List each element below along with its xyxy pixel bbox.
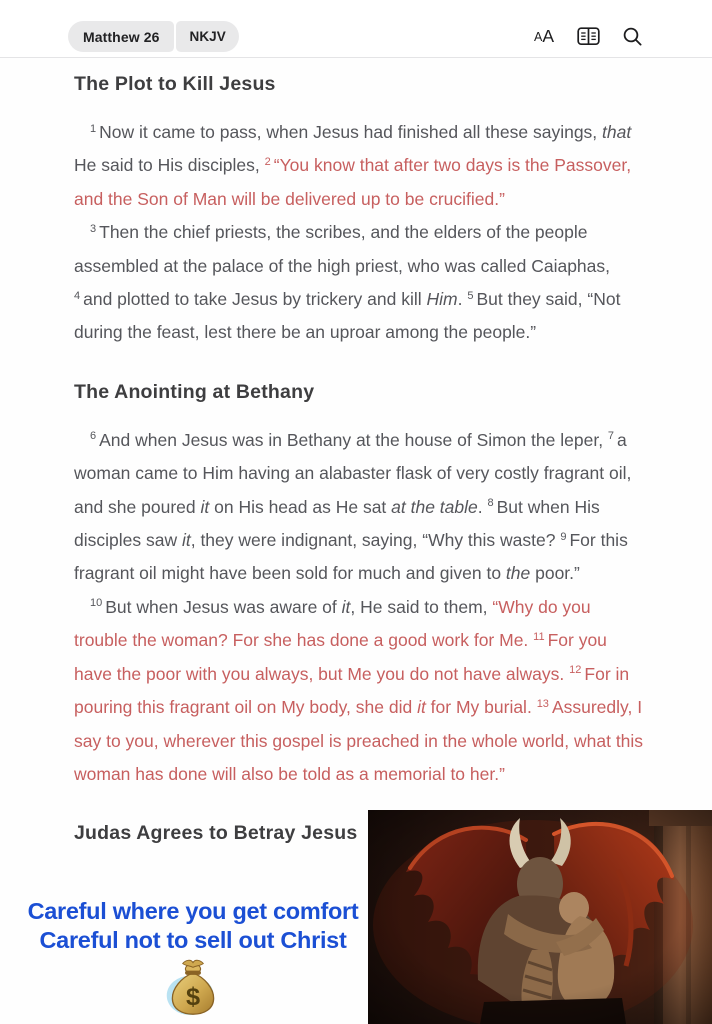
section-heading: Judas Agrees to Betray Jesus: [74, 822, 358, 845]
meme-caption: [2, 897, 384, 1022]
verse-number: 8: [487, 497, 494, 510]
verse-number: 7: [607, 430, 615, 443]
text-size-icon: A: [533, 29, 543, 44]
verse-text: For this fragrant oil might have been sold for much and given to: [74, 530, 628, 584]
svg-text:$: $: [185, 982, 201, 1011]
verse-number: 11: [533, 630, 545, 643]
scripture-blocks: [74, 71, 648, 846]
verse-text: But when Jesus was aware of: [105, 596, 342, 617]
section-heading: The Plot to Kill Jesus: [74, 73, 276, 95]
verse-text: the: [505, 563, 531, 584]
verse-text: And when Jesus was in Bethany at the house of Simon the leper,: [99, 429, 608, 450]
book-chapter-button[interactable]: Matthew 26: [68, 21, 174, 52]
demon-statue-image: [368, 810, 712, 1024]
section-heading: The Anointing at Bethany: [74, 380, 315, 403]
verse-paragraph[interactable]: [74, 116, 648, 216]
top-bar: [0, 0, 712, 58]
verse-text: on His head as He sat: [209, 496, 392, 517]
meme-caption-line-2: Careful not to sell out Christ: [39, 926, 347, 953]
chapter-content: [74, 58, 648, 865]
verse-text: it: [181, 530, 191, 551]
verse-number: 12: [569, 664, 582, 677]
verse-paragraph[interactable]: [74, 216, 648, 350]
verse-number: 13: [536, 697, 549, 710]
verse-number: 4: [74, 289, 81, 302]
verse-text: it: [200, 496, 210, 517]
verse-text: at the table: [391, 496, 478, 517]
verse-text: Assuredly, I say to you, wherever this gospel is preached in the whole world, what this woman has done will also be told as a memorial to her.”: [74, 697, 644, 784]
verse-text: .: [457, 289, 468, 310]
verse-paragraph[interactable]: [74, 591, 648, 791]
verse-number: 2: [264, 155, 271, 168]
verse-text: He said to His disciples,: [74, 155, 265, 176]
verse-text: a woman came to Him having an alabaster flask of very costly fragrant oil, and she poured: [74, 429, 632, 517]
version-button[interactable]: NKJV: [176, 21, 238, 52]
money-bag-emoji: [163, 957, 223, 1017]
verse-text: For in pouring this fragrant oil on My body, she did: [74, 663, 630, 718]
reader-options-button[interactable]: [577, 27, 600, 46]
verse-text: “Why do you trouble the woman? For she has done a good work for Me.: [74, 596, 591, 651]
verse-paragraph[interactable]: [74, 424, 648, 591]
verse-text: poor.”: [530, 563, 580, 584]
verse-number: 6: [90, 430, 97, 443]
verse-text: But when His disciples saw: [74, 496, 600, 551]
verse-number: 10: [90, 597, 103, 610]
verse-text: “You know that after two days is the Passover, and the Son of Man will be delivered up to be crucified.”: [74, 155, 632, 209]
verse-text: Now it came to pass, when Jesus had finished all these sayings,: [99, 122, 603, 142]
verse-text: it: [417, 697, 426, 718]
meme-caption-line-1: Careful where you get comfort: [27, 898, 359, 924]
verse-text: for My burial.: [425, 697, 537, 718]
meme-image: [368, 810, 712, 1024]
verse-text: , they were indignant, saying, “Why this waste?: [190, 530, 561, 551]
verse-number: 3: [90, 222, 97, 235]
verse-number: 9: [560, 530, 567, 543]
verse-text: But they said, “Not during the feast, lest there be an uproar among the people.”: [74, 289, 621, 343]
text-size-button[interactable]: A A: [533, 26, 554, 46]
verse-number: 5: [467, 289, 474, 302]
verse-text: Him: [426, 289, 458, 310]
open-book-icon: [577, 27, 600, 46]
top-actions: [534, 26, 642, 47]
search-icon: [623, 27, 642, 46]
verse-text: For you have the poor with you always, but Me you do not have always.: [74, 630, 607, 684]
chapter-version-selector: [68, 21, 239, 52]
verse-text: .: [477, 496, 488, 517]
verse-text: that: [602, 122, 632, 142]
verse-number: 1: [90, 122, 97, 135]
verse-text: Then the chief priests, the scribes, and the elders of the people assembled at the palace of the high priest, who was called Caiaphas,: [74, 222, 611, 276]
verse-text: and plotted to take Jesus by trickery and kill: [83, 289, 427, 310]
search-button[interactable]: [623, 27, 642, 46]
verse-text: it: [341, 596, 351, 617]
verse-text: , He said to them,: [350, 596, 493, 617]
